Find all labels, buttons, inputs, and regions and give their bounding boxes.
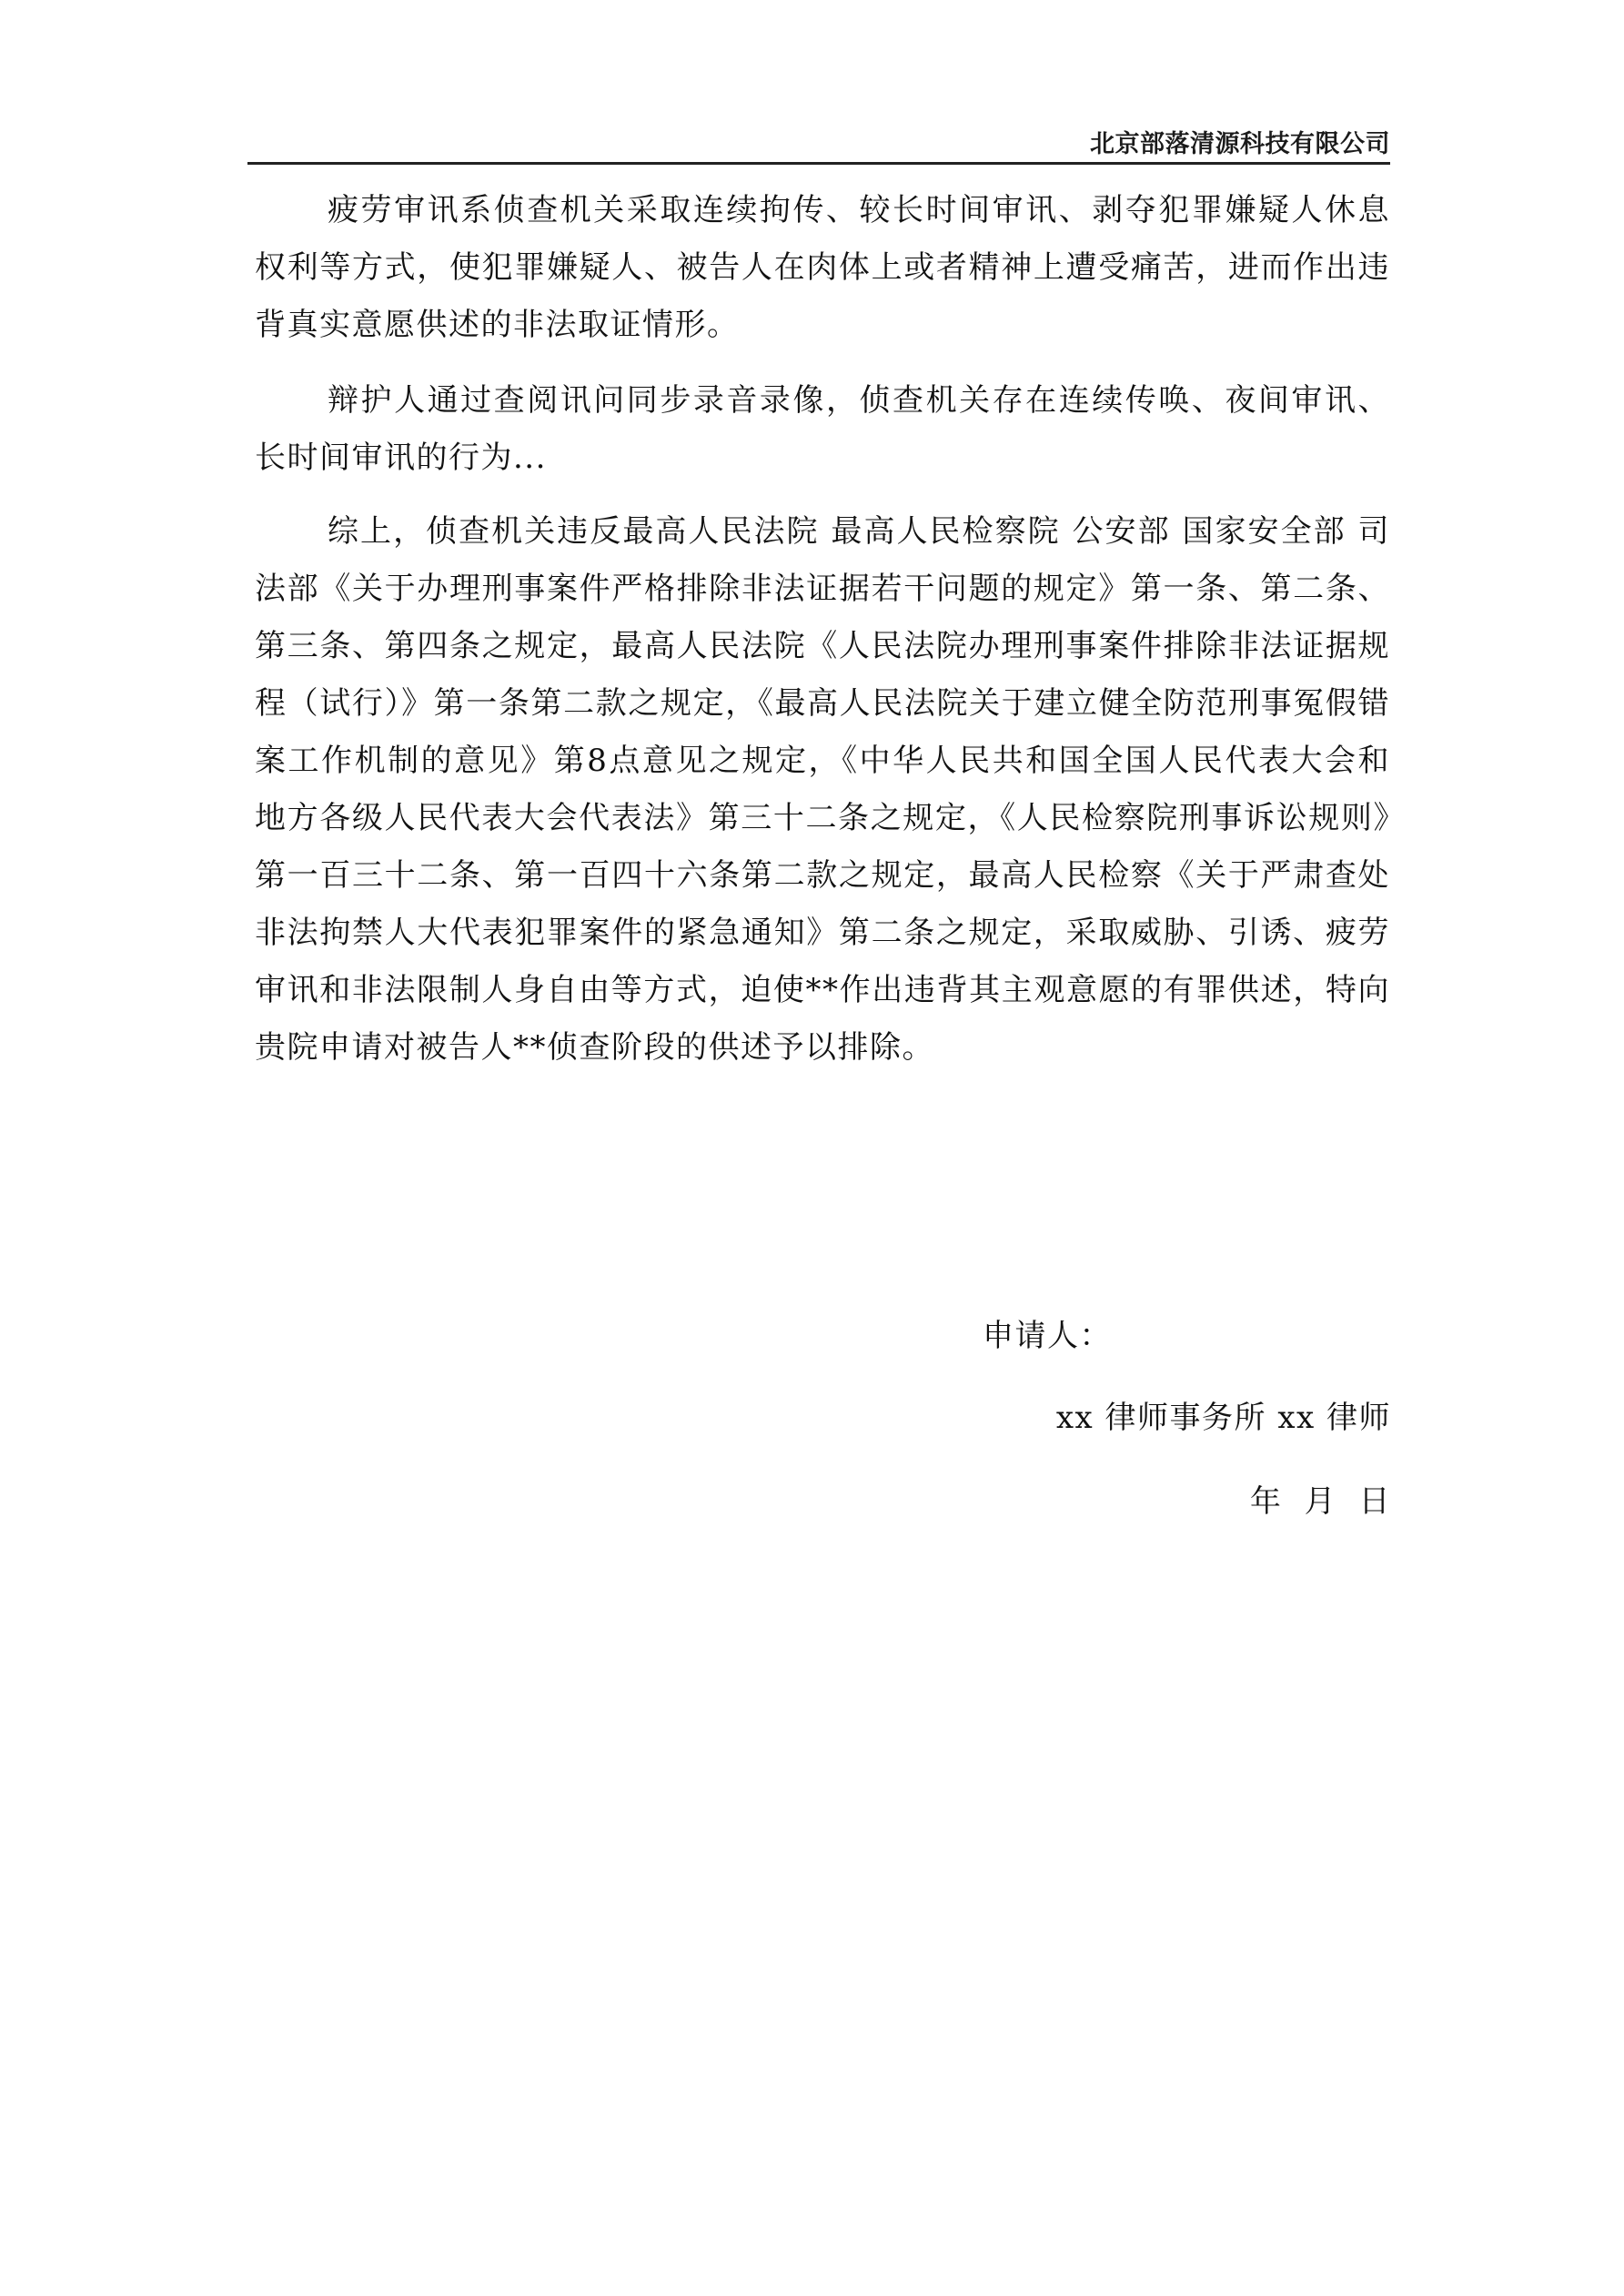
applicant-label: 申请人： xyxy=(983,1318,1112,1354)
paragraph-fatigue-interrogation: 疲劳审讯系侦查机关采取连续拘传、较长时间审讯、剥夺犯罪嫌疑人休息权利等方式，使犯罪嫌疑人、被告人在肉体上或者精神上遭受痛苦，进而作出违背真实意愿供述的非法取证情形。 xyxy=(255,192,1390,343)
law-firm-signature: xx 律师事务所 xx 律师 xyxy=(1055,1400,1391,1436)
document-body xyxy=(255,182,1390,1077)
paragraph-defense-review: 辩护人通过查阅讯问同步录音录像，侦查机关存在连续传唤、夜间审讯、长时间审讯的行为... xyxy=(255,382,1390,476)
signature-date: 年 月 日 xyxy=(1249,1483,1391,1520)
paragraph-conclusion: 综上，侦查机关违反最高人民法院 最高人民检察院 公安部 国家安全部 司法部《关于办理刑事案件严格排除非法证据若干问题的规定》第一条、第二条、第三条、第四条之规定，最高人民法院《人民法院办理刑事案件排除非法证据规程（试行）》第一条第二款之规定，《最高人民法院关于建立健全防范刑事冤假错案工作机制的意见》第8点意见之规定，《中华人民共和国全国人民代表大会和地方各级人民代表大会代表法》第三十二条之规定，《人民检察院刑事诉讼规则》第一百三十二条、第一百四十六条第二款之规定，最高人民检察《关于严肃查处非法拘禁人大代表犯罪案件的紧急通知》第二条之规定，采取威胁、引诱、疲劳审讯和非法限制人身自由等方式，迫使**作出违背其主观意愿的有罪供述，特向贵院申请对被告人**侦查阶段的供述予以排除。 xyxy=(255,513,1390,1066)
header-company-name: 北京部落清源科技有限公司 xyxy=(1090,130,1390,158)
page-header xyxy=(247,116,1390,165)
